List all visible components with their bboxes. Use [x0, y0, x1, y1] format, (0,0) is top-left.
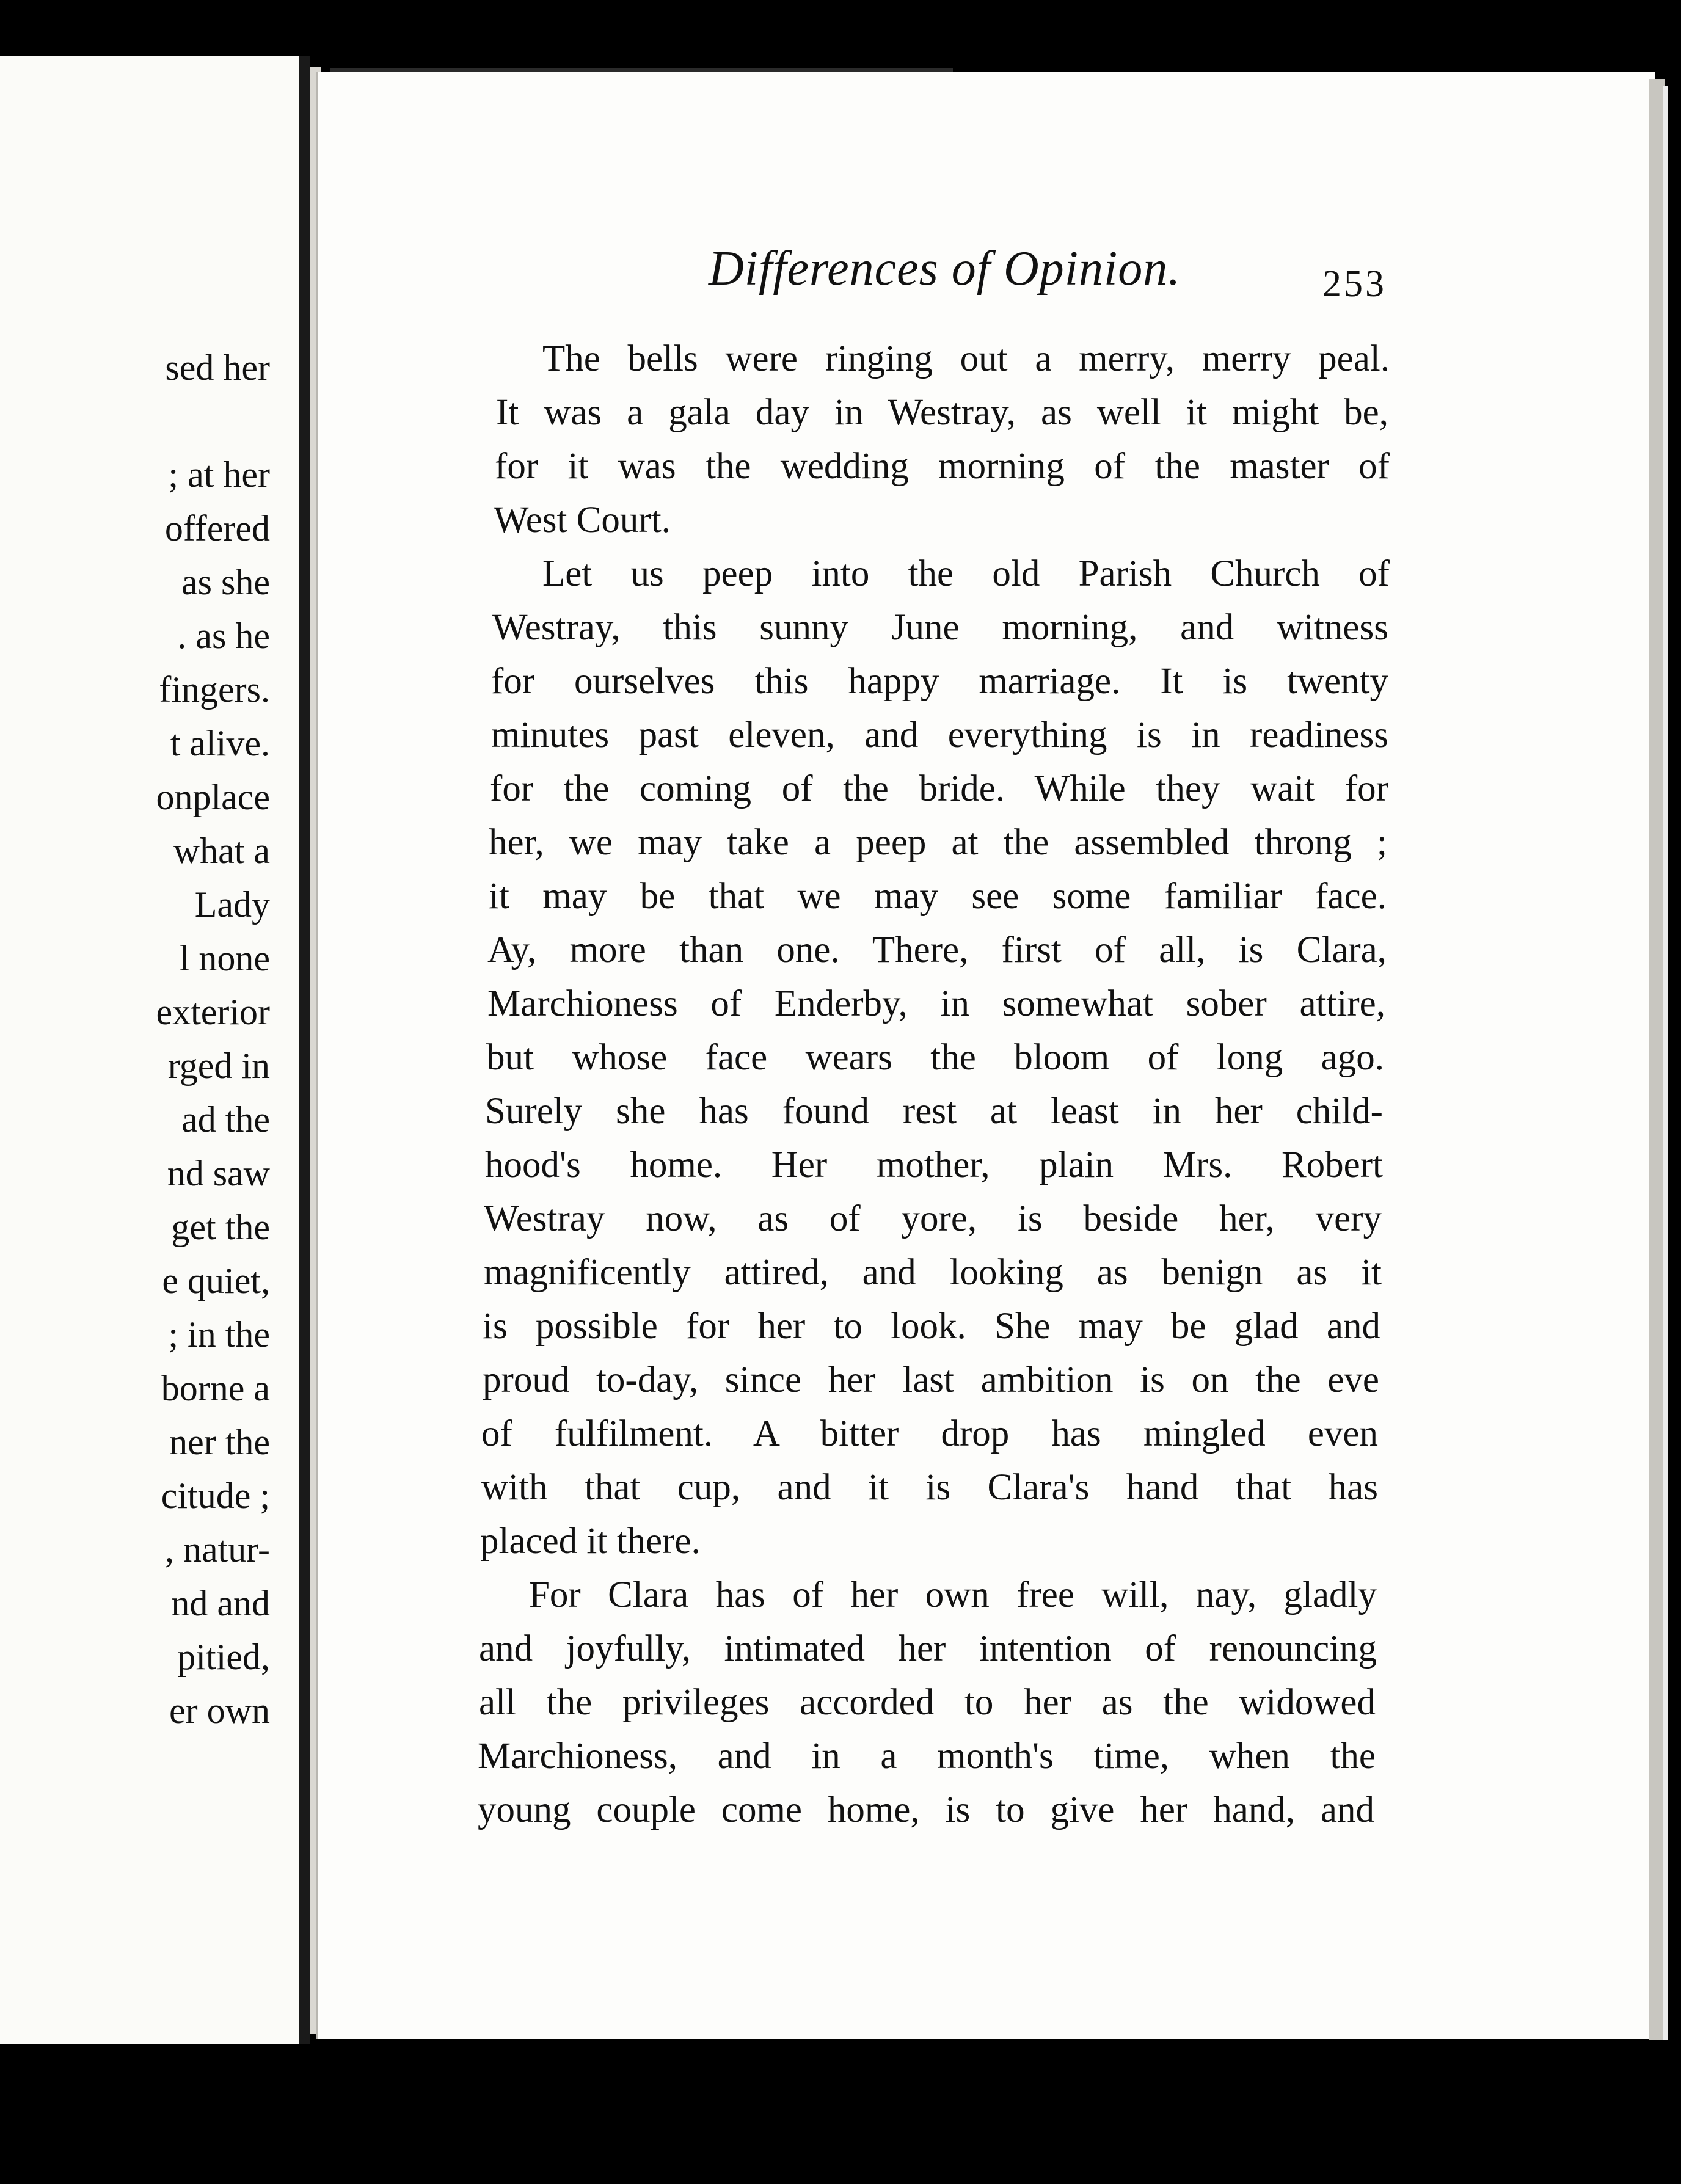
text-line: and joyfully, intimated her intention of renouncing	[479, 1628, 1377, 1669]
left-page-line: sed her	[165, 348, 270, 388]
text-line: magnificently attired, and looking as benign as it	[484, 1252, 1382, 1293]
left-page-line: offered	[164, 508, 270, 548]
left-page-line: pitied,	[177, 1637, 270, 1677]
text-line: her, we may take a peep at the assembled throng ;	[489, 822, 1387, 863]
left-page-line: borne a	[161, 1368, 270, 1408]
text-line: Westray now, as of yore, is beside her, very	[484, 1198, 1382, 1239]
text-line: for ourselves this happy marriage. It is twenty	[491, 661, 1388, 702]
text-line: Let us peep into the old Parish Church of	[542, 553, 1390, 594]
text-line: For Clara has of her own free will, nay, gladly	[529, 1574, 1377, 1615]
text-line: proud to-day, since her last ambition is on the eve	[483, 1360, 1379, 1400]
left-page-line: nd and	[171, 1583, 270, 1623]
left-page-line: ad the	[181, 1099, 270, 1140]
left-page-line: er own	[169, 1691, 270, 1731]
text-line: but whose face wears the bloom of long ago.	[486, 1037, 1384, 1078]
page-number: 253	[1322, 263, 1387, 305]
left-page-line: citude ;	[161, 1476, 270, 1516]
text-line: for it was the wedding morning of the master of	[495, 446, 1390, 487]
left-page-line: ner the	[169, 1422, 270, 1462]
left-page-line: l none	[179, 938, 270, 978]
left-page-line: , natur-	[164, 1529, 270, 1570]
left-page-line: fingers.	[159, 669, 270, 710]
text-line: for the coming of the bride. While they wait for	[490, 768, 1388, 809]
text-line: Surely she has found rest at least in her child-	[485, 1091, 1383, 1132]
text-line: Westray, this sunny June morning, and witness	[492, 607, 1388, 648]
text-line: minutes past eleven, and everything is in readiness	[491, 715, 1388, 755]
left-page-line: ; at her	[168, 454, 270, 495]
left-page-line: ; in the	[168, 1314, 270, 1355]
left-page-line: . as he	[177, 616, 270, 656]
text-line: of fulfilment. A bitter drop has mingled even	[481, 1413, 1378, 1454]
left-page-line: as she	[181, 562, 270, 602]
text-line: young couple come home, is to give her hand, and	[478, 1789, 1374, 1830]
left-page-line: t alive.	[170, 723, 270, 763]
text-line: placed it there.	[480, 1521, 701, 1562]
text-line: it may be that we may see some familiar face.	[489, 876, 1387, 917]
text-line: with that cup, and it is Clara's hand that has	[481, 1467, 1378, 1508]
left-page-line: exterior	[156, 992, 270, 1032]
text-line: Marchioness of Enderby, in somewhat sober attire,	[487, 983, 1385, 1024]
left-page-line: nd saw	[167, 1153, 270, 1193]
left-page-line: get the	[171, 1207, 270, 1247]
left-page-line: e quiet,	[162, 1261, 270, 1301]
text-line: The bells were ringing out a merry, merry peal.	[542, 338, 1390, 379]
running-head: Differences of Opinion.	[709, 242, 1181, 296]
text-line: Ay, more than one. There, first of all, is Clara,	[487, 930, 1387, 970]
left-page-line: Lady	[194, 884, 270, 925]
text-line: It was a gala day in Westray, as well it might be,	[496, 392, 1388, 433]
text-line: hood's home. Her mother, plain Mrs. Robert	[485, 1145, 1383, 1185]
left-page-line: rged in	[167, 1046, 270, 1086]
text-line: all the privileges accorded to her as the widowed	[479, 1682, 1376, 1723]
text-line: Marchioness, and in a month's time, when the	[478, 1736, 1376, 1777]
text-line: West Court.	[494, 500, 671, 541]
left-page-line: onplace	[156, 777, 270, 817]
text-line: is possible for her to look. She may be glad and	[483, 1306, 1380, 1347]
left-page-line: what a	[173, 831, 270, 871]
